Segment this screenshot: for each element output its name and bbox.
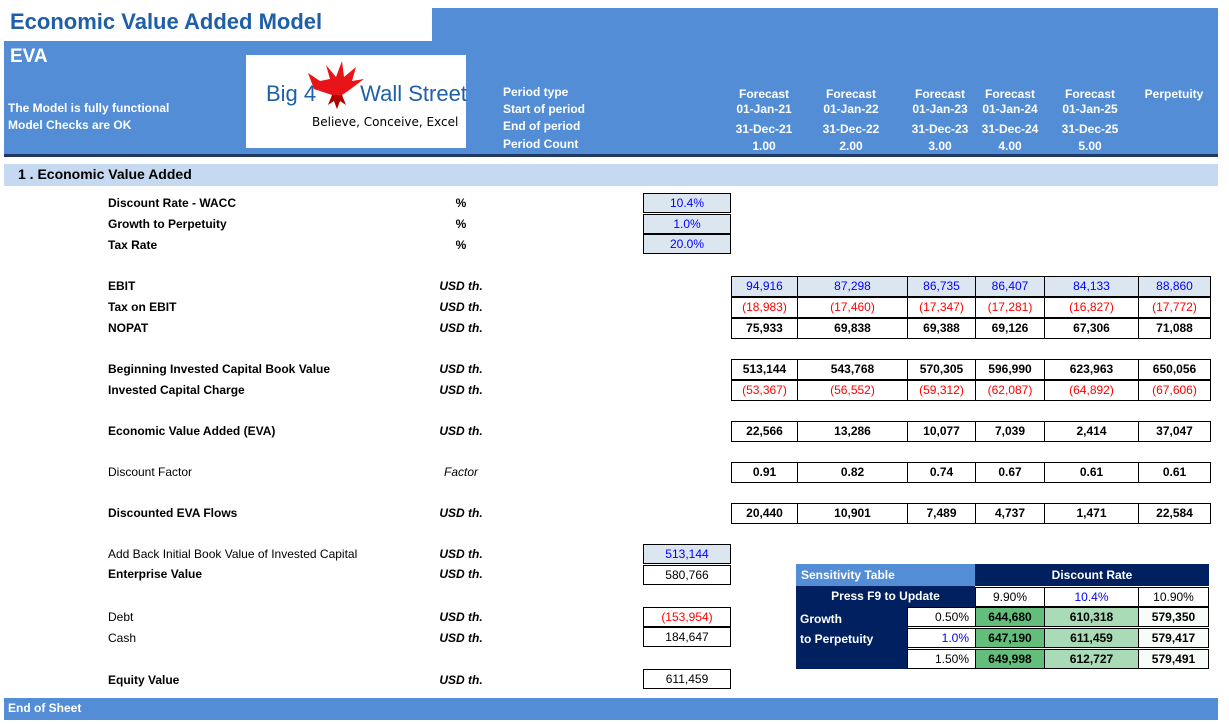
title-band (432, 8, 1218, 41)
deva-label: Discounted EVA Flows (108, 506, 238, 520)
bic-cell-6[interactable]: 650,056 (1138, 360, 1210, 379)
period-end-2: 31-Dec-22 (822, 122, 880, 136)
df-row (731, 462, 1211, 483)
tax-row (731, 297, 1211, 318)
end-of-sheet-bar (4, 698, 1218, 720)
ebit-cell-3[interactable]: 86,735 (907, 277, 975, 296)
sensitivity-value-2-3[interactable]: 579,417 (1138, 628, 1209, 648)
growth-input[interactable]: 1.0% (643, 214, 731, 234)
period-end-5: 31-Dec-25 (1061, 122, 1119, 136)
sensitivity-rate-3[interactable]: 10.90% (1138, 587, 1209, 607)
deva-row (731, 503, 1211, 524)
enterprise-value-unit: USD th. (439, 567, 483, 581)
sheet-name: EVA (10, 46, 48, 67)
nopat-cell-6[interactable]: 71,088 (1138, 319, 1210, 338)
sensitivity-growth-2[interactable]: 1.0% (907, 628, 976, 648)
model-title: Economic Value Added Model (10, 9, 323, 34)
bic-label: Beginning Invested Capital Book Value (108, 362, 331, 376)
sensitivity-rate-2[interactable]: 10.4% (1044, 587, 1139, 607)
period-start-5: 01-Jan-25 (1062, 102, 1118, 116)
bic-cell-4[interactable]: 596,990 (975, 360, 1044, 379)
period-count-5: 5.00 (1078, 139, 1102, 153)
tax-cell-2[interactable]: (17,460) (797, 298, 907, 317)
df-cell-3[interactable]: 0.74 (907, 463, 975, 482)
section-title: 1 . Economic Value Added (18, 166, 192, 182)
enterprise-value-label: Enterprise Value (108, 567, 203, 581)
sensitivity-value-2-2[interactable]: 611,459 (1044, 628, 1139, 648)
section-header (4, 164, 1218, 186)
ebit-unit: USD th. (439, 279, 483, 293)
period-start-1: 01-Jan-21 (736, 102, 792, 116)
period-count-4: 4.00 (998, 139, 1022, 153)
sensitivity-rate-1[interactable]: 9.90% (975, 587, 1045, 607)
bic-unit: USD th. (439, 362, 483, 376)
tax-unit: USD th. (439, 300, 483, 314)
addback-value[interactable]: 513,144 (643, 544, 731, 564)
cash-unit: USD th. (439, 631, 483, 645)
df-cell-5[interactable]: 0.61 (1044, 463, 1138, 482)
growth-side-label-line2: to Perpetuity (800, 632, 874, 646)
model-checks-status: Model Checks are OK (8, 118, 132, 132)
eva-row (731, 421, 1211, 442)
period-end-4: 31-Dec-24 (981, 122, 1039, 136)
debt-unit: USD th. (439, 610, 483, 624)
enterprise-value[interactable]: 580,766 (643, 565, 731, 585)
company-logo (246, 55, 466, 148)
nopat-label: NOPAT (108, 321, 149, 335)
model-status: The Model is fully functional (8, 101, 170, 115)
df-cell-4[interactable]: 0.67 (975, 463, 1044, 482)
sensitivity-value-3-3[interactable]: 579,491 (1138, 649, 1209, 669)
period-start-2: 01-Jan-22 (823, 102, 879, 116)
icc-row (731, 380, 1211, 401)
period-start-4: 01-Jan-24 (982, 102, 1038, 116)
logo-tagline: Believe, Conceive, Excel (312, 115, 459, 129)
equity-value[interactable]: 611,459 (643, 669, 731, 689)
eva-cell-5[interactable]: 2,414 (1044, 422, 1138, 441)
addback-unit: USD th. (439, 547, 483, 561)
cash-value[interactable]: 184,647 (643, 627, 731, 647)
press-f9-hint: Press F9 to Update (796, 586, 975, 607)
sensitivity-growth-1[interactable]: 0.50% (907, 607, 976, 627)
wacc-label: Discount Rate - WACC (108, 196, 237, 210)
deva-cell-2[interactable]: 10,901 (797, 504, 907, 523)
tax-cell-6[interactable]: (17,772) (1138, 298, 1210, 317)
icc-cell-5[interactable]: (64,892) (1044, 381, 1138, 400)
ebit-cell-6[interactable]: 88,860 (1138, 277, 1210, 296)
eva-cell-6[interactable]: 37,047 (1138, 422, 1210, 441)
period-count-1: 1.00 (752, 139, 776, 153)
cash-label: Cash (108, 631, 137, 645)
deva-unit: USD th. (439, 506, 483, 520)
addback-label: Add Back Initial Book Value of Invested Capital (108, 547, 358, 561)
period-end-3: 31-Dec-23 (911, 122, 969, 136)
df-cell-6[interactable]: 0.61 (1138, 463, 1210, 482)
equity-value-label: Equity Value (108, 673, 180, 687)
tax-rate-input[interactable]: 20.0% (643, 234, 731, 254)
tax-label: Tax on EBIT (108, 300, 177, 314)
tax-cell-1[interactable]: (18,983) (731, 298, 797, 317)
sensitivity-value-2-1[interactable]: 647,190 (975, 628, 1045, 648)
bic-cell-1[interactable]: 513,144 (731, 360, 797, 379)
icc-cell-3[interactable]: (59,312) (907, 381, 975, 400)
growth-side-label (796, 607, 908, 669)
eva-cell-3[interactable]: 10,077 (907, 422, 975, 441)
icc-cell-6[interactable]: (67,606) (1138, 381, 1210, 400)
sensitivity-value-3-2[interactable]: 612,727 (1044, 649, 1139, 669)
period-end-1: 31-Dec-21 (735, 122, 793, 136)
deva-cell-3[interactable]: 7,489 (907, 504, 975, 523)
icc-unit: USD th. (439, 383, 483, 397)
eva-label: Economic Value Added (EVA) (108, 424, 276, 438)
sensitivity-value-1-1[interactable]: 644,680 (975, 607, 1045, 627)
period-type-5: Forecast (1064, 87, 1116, 101)
period-count-2: 2.00 (839, 139, 863, 153)
nopat-cell-3[interactable]: 69,388 (907, 319, 975, 338)
sensitivity-value-3-1[interactable]: 649,998 (975, 649, 1045, 669)
period-type-label: Period type (503, 85, 569, 99)
nopat-unit: USD th. (439, 321, 483, 335)
nopat-row (731, 318, 1211, 339)
icc-cell-4[interactable]: (62,087) (975, 381, 1044, 400)
bic-row (731, 359, 1211, 380)
period-type-3: Forecast (914, 87, 966, 101)
deva-cell-6[interactable]: 22,584 (1138, 504, 1210, 523)
ebit-label: EBIT (108, 279, 136, 293)
period-type-2: Forecast (825, 87, 877, 101)
ebit-cell-5[interactable]: 84,133 (1044, 277, 1138, 296)
nopat-cell-1[interactable]: 75,933 (731, 319, 797, 338)
period-start-3: 01-Jan-23 (912, 102, 968, 116)
end-of-sheet-label: End of Sheet (8, 701, 82, 715)
sensitivity-value-1-2[interactable]: 610,318 (1044, 607, 1139, 627)
nopat-cell-5[interactable]: 67,306 (1044, 319, 1138, 338)
growth-label: Growth to Perpetuity (108, 217, 227, 231)
equity-value-unit: USD th. (439, 673, 483, 687)
sensitivity-value-1-3[interactable]: 579,350 (1138, 607, 1209, 627)
growth-unit: % (455, 217, 467, 231)
nopat-cell-2[interactable]: 69,838 (797, 319, 907, 338)
deva-cell-5[interactable]: 1,471 (1044, 504, 1138, 523)
df-cell-1[interactable]: 0.91 (731, 463, 797, 482)
df-cell-2[interactable]: 0.82 (797, 463, 907, 482)
icc-cell-2[interactable]: (56,552) (797, 381, 907, 400)
eva-cell-4[interactable]: 7,039 (975, 422, 1044, 441)
tax-cell-5[interactable]: (16,827) (1044, 298, 1138, 317)
wacc-input[interactable]: 10.4% (643, 193, 731, 213)
end-period-label: End of period (503, 119, 581, 133)
icc-label: Invested Capital Charge (108, 383, 245, 397)
period-count-label: Period Count (503, 137, 579, 151)
bic-cell-3[interactable]: 570,305 (907, 360, 975, 379)
tax-rate-label: Tax Rate (108, 238, 158, 252)
nopat-cell-4[interactable]: 69,126 (975, 319, 1044, 338)
ebit-cell-2[interactable]: 87,298 (797, 277, 907, 296)
period-type-4: Forecast (984, 87, 1036, 101)
bic-cell-2[interactable]: 543,768 (797, 360, 907, 379)
logo-brand: Big 4 Wall Street (266, 81, 467, 106)
eva-cell-2[interactable]: 13,286 (797, 422, 907, 441)
period-count-3: 3.00 (928, 139, 952, 153)
growth-side-label-line1: Growth (800, 612, 842, 626)
period-type-6: Perpetuity (1144, 87, 1204, 101)
sensitivity-title: Sensitivity Table (796, 564, 975, 586)
wacc-unit: % (455, 196, 467, 210)
tax-cell-3[interactable]: (17,347) (907, 298, 975, 317)
ebit-cell-1[interactable]: 94,916 (731, 277, 797, 296)
start-period-label: Start of period (503, 102, 586, 116)
header-divider (4, 154, 1218, 157)
eva-cell-1[interactable]: 22,566 (731, 422, 797, 441)
tax-rate-unit: % (455, 238, 467, 252)
df-label: Discount Factor (108, 465, 193, 479)
bic-cell-5[interactable]: 623,963 (1044, 360, 1138, 379)
sensitivity-growth-3[interactable]: 1.50% (907, 649, 976, 669)
df-unit: Factor (443, 465, 478, 479)
icc-cell-1[interactable]: (53,367) (731, 381, 797, 400)
discount-rate-header: Discount Rate (975, 564, 1209, 586)
tax-cell-4[interactable]: (17,281) (975, 298, 1044, 317)
debt-label: Debt (108, 610, 134, 624)
debt-value[interactable]: (153,954) (643, 607, 731, 627)
deva-cell-1[interactable]: 20,440 (731, 504, 797, 523)
period-type-1: Forecast (738, 87, 790, 101)
eva-unit: USD th. (439, 424, 483, 438)
deva-cell-4[interactable]: 4,737 (975, 504, 1044, 523)
ebit-cell-4[interactable]: 86,407 (975, 277, 1044, 296)
ebit-row (731, 276, 1211, 297)
